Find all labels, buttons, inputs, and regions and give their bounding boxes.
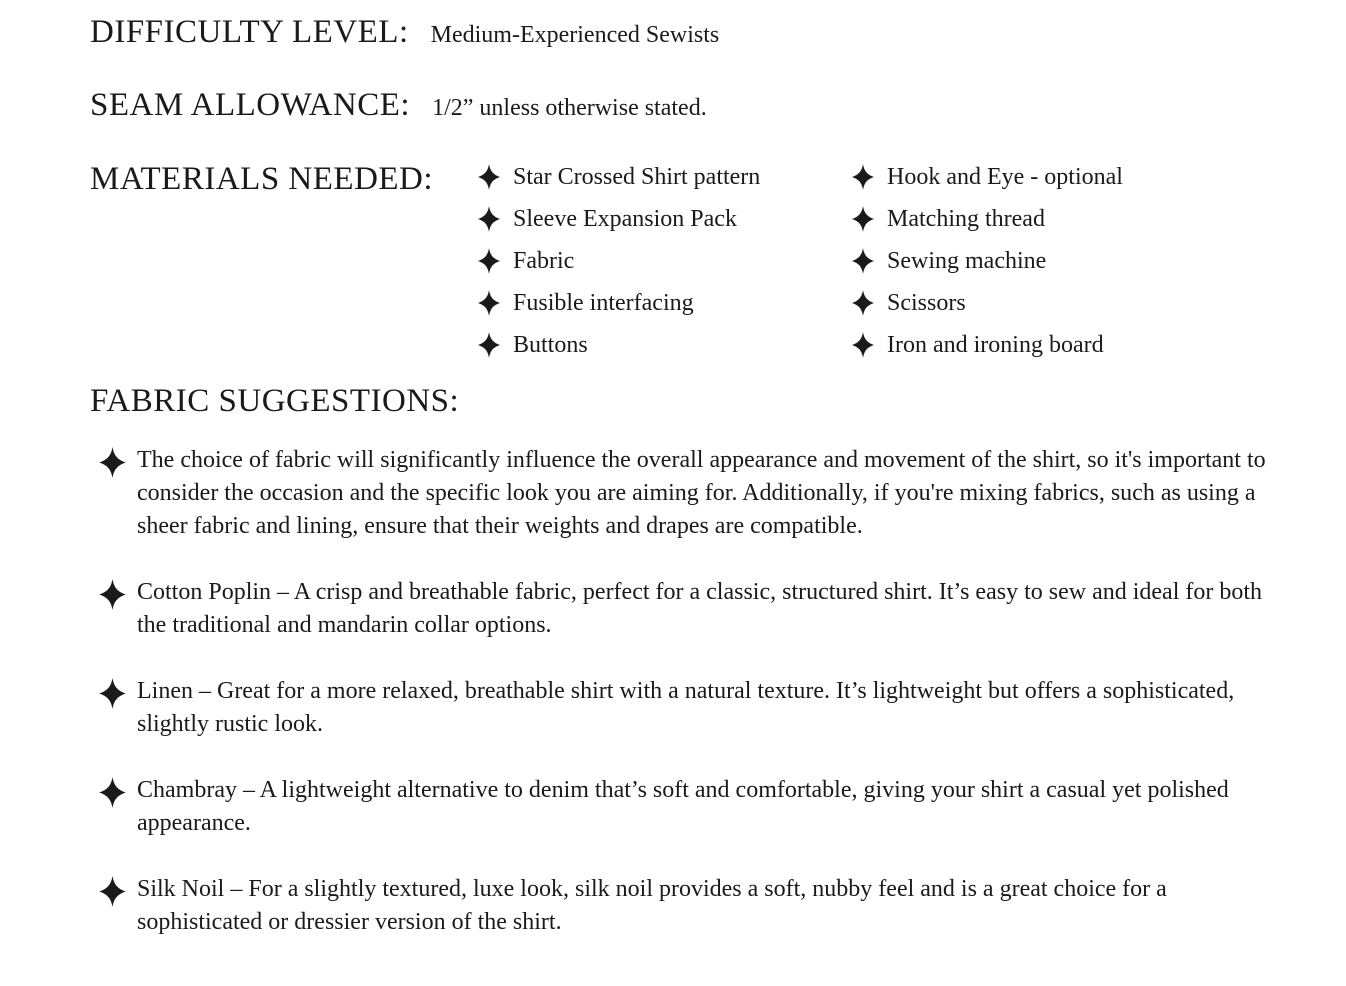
seam-allowance-label: SEAM ALLOWANCE: — [90, 87, 411, 123]
materials-needed-section — [90, 161, 1270, 358]
fabric-suggestion-text: Silk Noil – For a slightly textured, luxe look, silk noil provides a soft, nubby feel and is a great choice for a sophisticated or dressier version of the shirt. — [137, 876, 1167, 935]
list-item — [478, 248, 852, 274]
list-item — [90, 873, 1270, 939]
list-item — [478, 206, 852, 232]
materials-needed-label: MATERIALS NEEDED: — [90, 161, 434, 197]
fabric-suggestions-label: FABRIC SUGGESTIONS: — [90, 383, 460, 419]
list-item — [90, 444, 1270, 543]
list-item — [90, 576, 1270, 642]
list-item — [478, 290, 852, 316]
list-item — [852, 332, 1123, 358]
difficulty-level-row — [90, 14, 1270, 51]
material-label: Sleeve Expansion Pack — [513, 206, 737, 232]
four-pointed-star-icon — [478, 164, 500, 190]
material-label: Scissors — [887, 290, 966, 316]
four-pointed-star-icon — [852, 332, 874, 358]
four-pointed-star-icon — [852, 206, 874, 232]
four-pointed-star-icon — [478, 248, 500, 274]
list-item — [90, 675, 1270, 741]
materials-column-2 — [852, 164, 1123, 358]
four-pointed-star-icon — [478, 332, 500, 358]
materials-column-1 — [478, 164, 852, 358]
four-pointed-star-icon — [99, 777, 126, 808]
material-label: Buttons — [513, 332, 588, 358]
difficulty-level-label: DIFFICULTY LEVEL: — [90, 14, 409, 50]
four-pointed-star-icon — [99, 876, 126, 907]
fabric-suggestion-text: Chambray – A lightweight alternative to denim that’s soft and comfortable, giving your shirt a casual yet polished appearance. — [137, 777, 1229, 836]
material-label: Hook and Eye - optional — [887, 164, 1123, 190]
difficulty-level-value: Medium-Experienced Sewists — [430, 22, 720, 48]
material-label: Iron and ironing board — [887, 332, 1104, 358]
four-pointed-star-icon — [478, 290, 500, 316]
four-pointed-star-icon — [478, 206, 500, 232]
four-pointed-star-icon — [852, 290, 874, 316]
seam-allowance-value: 1/2” unless otherwise stated. — [432, 95, 707, 121]
four-pointed-star-icon — [852, 248, 874, 274]
list-item — [852, 290, 1123, 316]
list-item — [478, 164, 852, 190]
material-label: Fusible interfacing — [513, 290, 694, 316]
fabric-suggestion-text: The choice of fabric will significantly influence the overall appearance and movement of the shirt, so it's important to consider the occasion and the specific look you are aiming for. Additionally, if you're mixing fabrics, such as using a sheer fabric and lining, ensure that their weights and drapes are compatible. — [137, 447, 1266, 539]
list-item — [90, 774, 1270, 840]
four-pointed-star-icon — [852, 164, 874, 190]
list-item — [478, 332, 852, 358]
material-label: Matching thread — [887, 206, 1045, 232]
list-item — [852, 248, 1123, 274]
list-item — [852, 164, 1123, 190]
four-pointed-star-icon — [99, 447, 126, 478]
material-label: Sewing machine — [887, 248, 1047, 274]
fabric-suggestion-text: Cotton Poplin – A crisp and breathable fabric, perfect for a classic, structured shirt. It’s easy to sew and ideal for both the traditional and mandarin collar options. — [137, 579, 1263, 638]
seam-allowance-row — [90, 87, 1270, 124]
material-label: Fabric — [513, 248, 575, 274]
list-item — [852, 206, 1123, 232]
material-label: Star Crossed Shirt pattern — [513, 164, 761, 190]
fabric-suggestions-list — [90, 444, 1270, 939]
four-pointed-star-icon — [99, 678, 126, 709]
fabric-suggestion-text: Linen – Great for a more relaxed, breathable shirt with a natural texture. It’s lightweight but offers a sophisticated, slightly rustic look. — [137, 678, 1235, 737]
four-pointed-star-icon — [99, 579, 126, 610]
